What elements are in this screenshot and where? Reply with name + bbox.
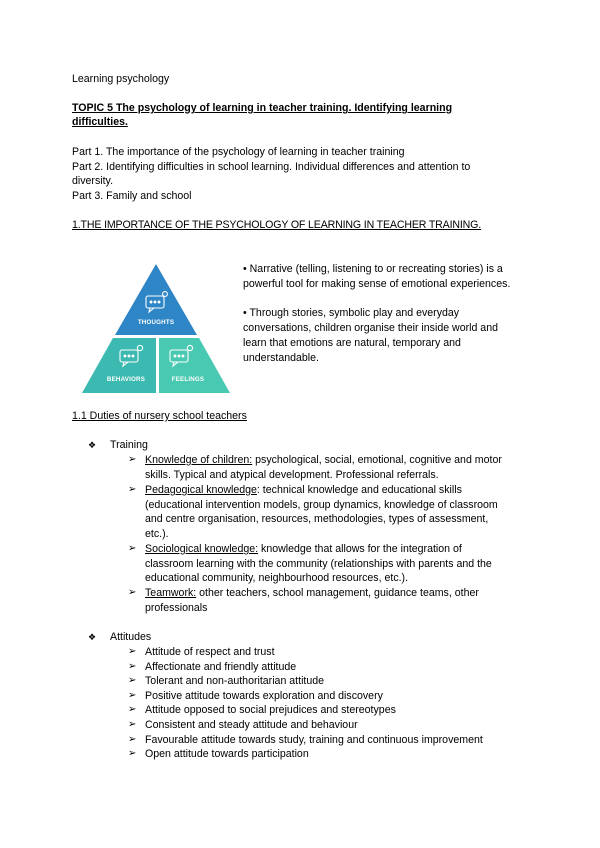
training-label: Training: [110, 439, 148, 451]
arrow-bullet-icon: ➢: [128, 543, 137, 554]
thoughts-behaviors-feelings-pyramid: [80, 262, 232, 396]
item-text: and centre organisation, resources, methodologies, types of assessment,: [145, 513, 489, 526]
arrow-bullet-icon: ➢: [128, 733, 137, 745]
arrow-bullet-icon: ➢: [128, 646, 137, 657]
attitude-text: Favourable attitude towards study, training and continuous improvement: [145, 733, 483, 746]
item-text: classroom learning with the community (relationships with parents and the: [145, 557, 492, 570]
term-pedagogical-knowledge: Pedagogical knowledge: [145, 484, 257, 496]
part-3: Part 3. Family and school: [72, 190, 192, 202]
arrow-bullet-icon: ➢: [128, 454, 137, 465]
part-2-continued: diversity.: [72, 175, 114, 187]
attitudes-label: Attitudes: [110, 631, 152, 643]
narrative-line-2: powerful tool for making sense of emotional experiences.: [243, 278, 511, 290]
training-item-knowledge-of-children: [128, 453, 528, 482]
attitude-text: Affectionate and friendly attitude: [145, 660, 297, 673]
attitude-item: [128, 733, 528, 748]
term-knowledge-of-children: Knowledge of children:: [145, 454, 253, 466]
attitude-item: [128, 645, 528, 660]
stories-line-2: conversations, children organise their inside world and: [243, 322, 498, 334]
stories-paragraph: [243, 306, 533, 366]
attitude-item: [128, 660, 528, 675]
training-item-sociological-knowledge: [128, 542, 528, 586]
pyramid-left-segment: [82, 338, 156, 393]
arrow-bullet-icon: ➢: [128, 660, 137, 672]
attitude-text: Open attitude towards participation: [145, 748, 309, 761]
arrow-bullet-icon: ➢: [128, 704, 137, 716]
term-sociological-knowledge: Sociological knowledge:: [145, 543, 259, 555]
attitude-text: Attitude opposed to social prejudices and stereotypes: [145, 704, 396, 717]
topic-title-line-1: TOPIC 5 The psychology of learning in teacher training. Identifying learning: [72, 102, 453, 114]
attitude-item: [128, 718, 528, 733]
stories-line-3: learn that emotions are natural, temporary and: [243, 337, 461, 349]
narrative-paragraph: [243, 262, 533, 292]
attitude-item: [128, 689, 528, 704]
attitude-text: Positive attitude towards exploration and discovery: [145, 689, 383, 702]
item-text: (educational intervention models, group dynamics, knowledge of classroom: [145, 498, 498, 511]
arrow-bullet-icon: ➢: [128, 689, 137, 701]
topic-title-line-2: difficulties.: [72, 116, 128, 128]
arrow-bullet-icon: ➢: [128, 587, 137, 598]
item-text: : technical knowledge and educational skills: [256, 484, 462, 496]
pyramid-label-behaviors: BEHAVIORS: [106, 376, 146, 383]
document-subject: Learning psychology: [72, 73, 170, 85]
part-1: Part 1. The importance of the psychology of learning in teacher training: [72, 146, 405, 158]
pyramid-label-thoughts: THOUGHTS: [137, 319, 175, 326]
item-text: etc.).: [145, 528, 169, 541]
training-item-pedagogical-knowledge: [128, 483, 528, 542]
attitude-item: [128, 674, 528, 689]
section-1-heading: 1.THE IMPORTANCE OF THE PSYCHOLOGY OF LEARNING IN TEACHER TRAINING.: [72, 219, 482, 231]
arrow-bullet-icon: ➢: [128, 484, 137, 495]
arrow-bullet-icon: ➢: [128, 719, 137, 730]
attitudes-bullet: [88, 630, 151, 644]
item-text: skills. Typical and atypical development. Professional referrals.: [145, 468, 439, 481]
stories-line-1: • Through stories, symbolic play and everyday: [243, 307, 460, 319]
diamond-bullet-icon: ❖: [88, 632, 97, 642]
item-text: knowledge that allows for the integration of: [258, 543, 462, 555]
narrative-line-1: • Narrative (telling, listening to or recreating stories) is a: [243, 263, 503, 275]
training-item-teamwork: [128, 586, 528, 615]
attitude-item: [128, 703, 528, 718]
pyramid-right-segment: [159, 338, 230, 393]
stories-line-4: understandable.: [243, 352, 319, 364]
attitude-text: Tolerant and non-authoritarian attitude: [145, 675, 325, 688]
attitude-item: [128, 747, 528, 762]
item-text: professionals: [145, 601, 208, 614]
pyramid-label-feelings: FEELINGS: [171, 376, 205, 383]
arrow-bullet-icon: ➢: [128, 675, 137, 687]
attitude-text: Attitude of respect and trust: [145, 646, 275, 658]
part-2: Part 2. Identifying difficulties in school learning. Individual differences and attention to: [72, 161, 471, 173]
section-1-1-heading: 1.1 Duties of nursery school teachers: [72, 410, 247, 422]
item-text: other teachers, school management, guidance teams, other: [196, 587, 479, 599]
training-bullet: [88, 438, 148, 452]
item-text: psychological, social, emotional, cognitive and motor: [252, 454, 502, 466]
attitude-text: Consistent and steady attitude and behaviour: [145, 719, 358, 731]
term-teamwork: Teamwork:: [145, 587, 197, 599]
item-text: educational community, neighbourhood resources, etc.).: [145, 572, 409, 585]
diamond-bullet-icon: ❖: [88, 440, 97, 450]
arrow-bullet-icon: ➢: [128, 748, 137, 760]
